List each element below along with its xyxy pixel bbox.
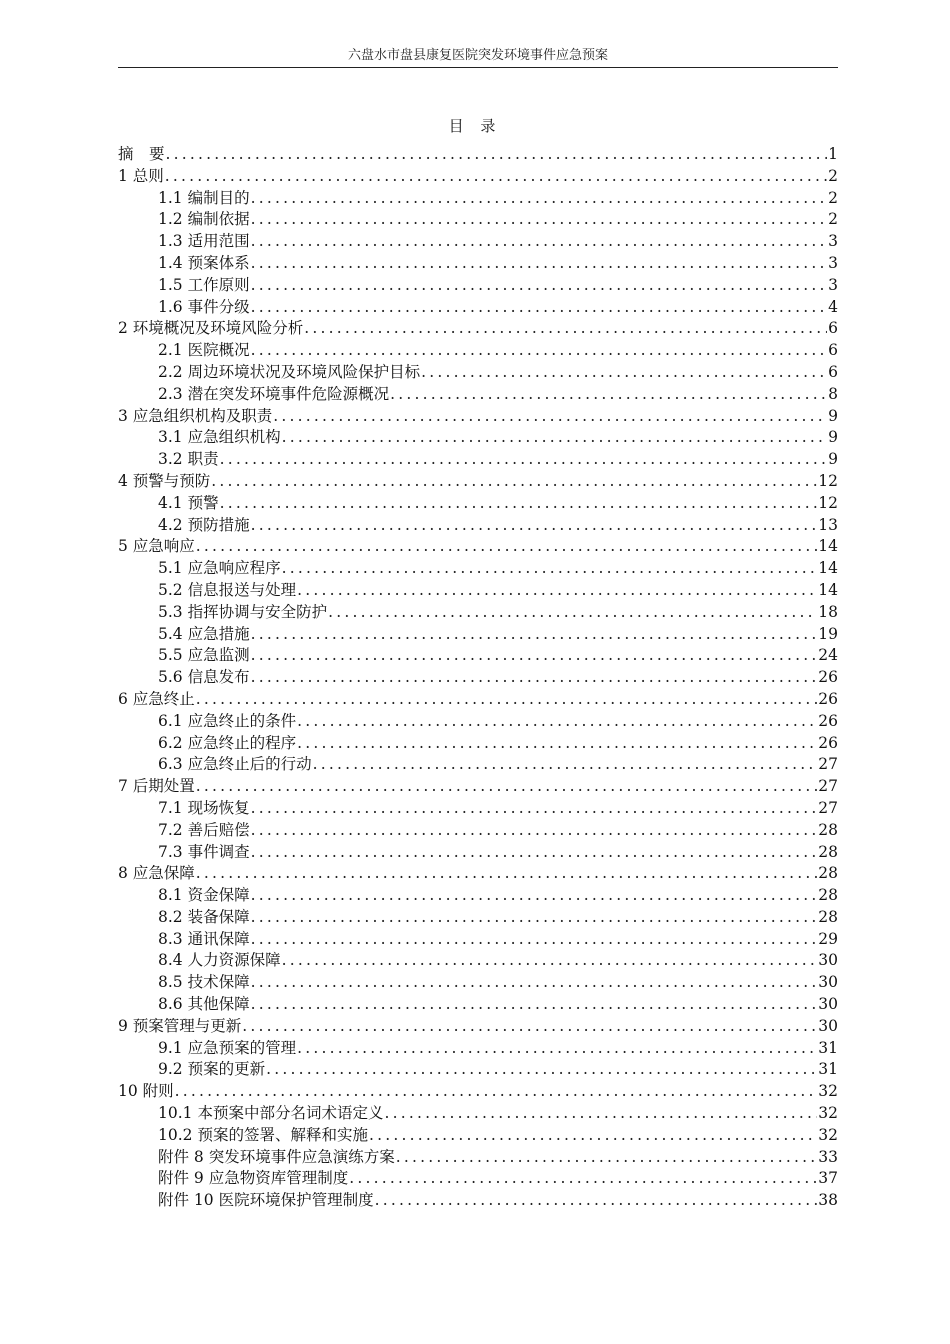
toc-entry-page: 3 (828, 232, 838, 251)
toc-leader-dots (242, 1016, 817, 1038)
toc-entry[interactable] (118, 493, 838, 515)
toc-entry[interactable] (118, 776, 838, 798)
toc-leader-dots (390, 384, 827, 406)
toc-entry-label: 10.1 本预案中部分名词术语定义 (158, 1104, 384, 1123)
toc-entry[interactable] (118, 1016, 838, 1038)
toc-entry-label: 1.2 编制依据 (158, 210, 250, 229)
toc-entry-page: 32 (818, 1125, 838, 1144)
toc-leader-dots (273, 406, 827, 428)
toc-leader-dots (251, 297, 828, 319)
toc-leader-dots (297, 580, 817, 602)
toc-entry-label: 5 应急响应 (118, 537, 195, 556)
toc-entry-label: 1.3 适用范围 (158, 232, 250, 251)
toc-entry-page: 27 (818, 755, 838, 774)
toc-entry[interactable] (118, 1103, 838, 1125)
toc-entry-page: 29 (818, 929, 838, 948)
toc-entry-label: 8.5 技术保障 (158, 973, 250, 992)
toc-entry-page: 14 (818, 580, 838, 599)
toc-entry-page: 33 (818, 1147, 838, 1166)
toc-entry[interactable] (118, 711, 838, 733)
toc-leader-dots (282, 427, 828, 449)
toc-entry-label: 2.2 周边环境状况及环境风险保护目标 (158, 362, 421, 381)
toc-entry-label: 3.2 职责 (158, 450, 219, 469)
toc-leader-dots (175, 1081, 818, 1103)
toc-entry-page: 2 (828, 166, 838, 185)
toc-leader-dots (166, 144, 828, 166)
toc-entry-page: 32 (818, 1082, 838, 1101)
toc-entry-label: 5.1 应急响应程序 (158, 559, 281, 578)
toc-leader-dots (251, 994, 818, 1016)
toc-entry[interactable] (118, 449, 838, 471)
toc-leader-dots (251, 253, 828, 275)
toc-leader-dots (220, 449, 828, 471)
toc-leader-dots (313, 754, 818, 776)
toc-entry[interactable] (118, 209, 838, 231)
toc-entry-page: 38 (818, 1191, 838, 1210)
toc-entry-page: 2 (828, 210, 838, 229)
toc-entry[interactable] (118, 689, 838, 711)
toc-leader-dots (421, 362, 827, 384)
toc-entry[interactable] (118, 624, 838, 646)
toc-entry-page: 30 (818, 1016, 838, 1035)
toc-entry-page: 12 (818, 493, 838, 512)
toc-entry-label: 1.6 事件分级 (158, 297, 250, 316)
toc-entry[interactable] (118, 188, 838, 210)
toc-leader-dots (304, 318, 827, 340)
toc-entry-page: 14 (818, 537, 838, 556)
toc-leader-dots (251, 907, 818, 929)
toc-entry[interactable] (118, 733, 838, 755)
toc-leader-dots (251, 842, 818, 864)
toc-entry-page: 1 (828, 145, 838, 163)
toc-entry[interactable] (118, 602, 838, 624)
toc-entry-page: 3 (828, 275, 838, 294)
toc-entry-label: 6.3 应急终止后的行动 (158, 755, 312, 774)
toc-entry[interactable] (118, 1125, 838, 1147)
toc-leader-dots (297, 1038, 817, 1060)
toc-entry-label: 2.1 医院概况 (158, 341, 250, 360)
page-header (118, 48, 838, 68)
toc-entry[interactable] (118, 754, 838, 776)
toc-leader-dots (251, 798, 818, 820)
toc-entry-label: 7 后期处置 (118, 777, 195, 796)
toc-entry-page: 12 (818, 471, 838, 490)
toc-leader-dots (251, 275, 828, 297)
toc-entry-label: 1.1 编制目的 (158, 188, 250, 207)
toc-entry-page: 32 (818, 1104, 838, 1123)
toc-entry[interactable] (118, 1081, 838, 1103)
toc-leader-dots (384, 1103, 817, 1125)
toc-leader-dots (251, 624, 818, 646)
toc-entry-page: 31 (818, 1038, 838, 1057)
toc-entry-page: 27 (818, 777, 838, 796)
toc-entry[interactable] (118, 275, 838, 297)
toc-entry-label: 3.1 应急组织机构 (158, 428, 281, 447)
toc-entry[interactable] (118, 558, 838, 580)
toc-entry-label: 9 预案管理与更新 (118, 1016, 242, 1035)
toc-entry-label: 7.1 现场恢复 (158, 798, 250, 817)
toc-entry-page: 28 (818, 886, 838, 905)
toc-entry-page: 28 (818, 820, 838, 839)
toc-entry-label: 4.1 预警 (158, 493, 219, 512)
toc-entry[interactable] (118, 994, 838, 1016)
toc-entry-page: 4 (828, 297, 838, 316)
toc-entry-label: 6 应急终止 (118, 689, 195, 708)
toc-entry-page: 18 (818, 602, 838, 621)
toc-entry-label: 2 环境概况及环境风险分析 (118, 319, 304, 338)
table-of-contents (118, 144, 838, 1212)
toc-entry-page: 6 (828, 319, 838, 338)
toc-leader-dots (328, 602, 817, 624)
toc-entry-label: 4 预警与预防 (118, 471, 211, 490)
toc-entry[interactable] (118, 340, 838, 362)
toc-entry[interactable] (118, 820, 838, 842)
toc-entry[interactable] (118, 645, 838, 667)
toc-leader-dots (251, 885, 818, 907)
toc-leader-dots (165, 166, 827, 188)
toc-entry-page: 28 (818, 842, 838, 861)
toc-entry[interactable] (118, 667, 838, 689)
toc-title: 目 录 (448, 117, 502, 135)
toc-entry-label: 3 应急组织机构及职责 (118, 406, 273, 425)
toc-entry-label: 5.5 应急监测 (158, 646, 250, 665)
toc-entry-page: 9 (828, 450, 838, 469)
toc-entry-label: 摘 要 (118, 145, 165, 163)
toc-entry[interactable] (118, 842, 838, 864)
toc-entry[interactable] (118, 362, 838, 384)
toc-entry[interactable] (118, 1168, 838, 1190)
toc-leader-dots (251, 667, 818, 689)
toc-entry-label: 8.2 装备保障 (158, 907, 250, 926)
toc-entry[interactable] (118, 580, 838, 602)
toc-entry-page: 37 (818, 1169, 838, 1188)
toc-leader-dots (251, 340, 828, 362)
toc-entry-page: 13 (818, 515, 838, 534)
toc-entry-page: 26 (818, 689, 838, 708)
toc-leader-dots (251, 515, 818, 537)
toc-entry[interactable] (118, 885, 838, 907)
toc-entry-label: 7.2 善后赔偿 (158, 820, 250, 839)
toc-entry-page: 19 (818, 624, 838, 643)
toc-entry-page: 6 (828, 362, 838, 381)
toc-entry[interactable] (118, 929, 838, 951)
toc-entry-label: 8.1 资金保障 (158, 886, 250, 905)
toc-leader-dots (251, 231, 828, 253)
toc-entry-label: 10 附则 (118, 1082, 174, 1101)
toc-entry-label: 6.2 应急终止的程序 (158, 733, 297, 752)
toc-entry-page: 24 (818, 646, 838, 665)
toc-entry-page: 2 (828, 188, 838, 207)
toc-entry[interactable] (118, 253, 838, 275)
toc-leader-dots (375, 1190, 818, 1212)
toc-entry-page: 28 (818, 907, 838, 926)
toc-entry-page: 28 (818, 864, 838, 883)
toc-entry-label: 1 总则 (118, 166, 164, 185)
toc-entry-page: 26 (818, 711, 838, 730)
toc-entry-page: 14 (818, 559, 838, 578)
toc-entry-label: 9.1 应急预案的管理 (158, 1038, 297, 1057)
toc-entry[interactable] (118, 1059, 838, 1081)
toc-entry-label: 4.2 预防措施 (158, 515, 250, 534)
toc-entry[interactable] (118, 536, 838, 558)
toc-entry-page: 9 (828, 406, 838, 425)
toc-entry[interactable] (118, 471, 838, 493)
toc-entry-label: 附件 10 医院环境保护管理制度 (158, 1191, 374, 1210)
toc-entry-page: 26 (818, 733, 838, 752)
toc-leader-dots (196, 863, 817, 885)
toc-entry-label: 5.2 信息报送与处理 (158, 580, 297, 599)
toc-entry-label: 10.2 预案的签署、解释和实施 (158, 1125, 368, 1144)
toc-entry[interactable] (118, 863, 838, 885)
toc-entry-label: 6.1 应急终止的条件 (158, 711, 297, 730)
toc-entry-page: 30 (818, 995, 838, 1014)
toc-entry-page: 27 (818, 798, 838, 817)
toc-entry-page: 6 (828, 341, 838, 360)
toc-leader-dots (251, 972, 818, 994)
toc-entry-page: 26 (818, 668, 838, 687)
toc-leader-dots (211, 471, 817, 493)
toc-leader-dots (396, 1147, 818, 1169)
toc-leader-dots (196, 689, 817, 711)
toc-entry[interactable] (118, 1147, 838, 1169)
toc-entry[interactable] (118, 231, 838, 253)
toc-entry-page: 9 (828, 428, 838, 447)
toc-entry-label: 7.3 事件调查 (158, 842, 250, 861)
toc-entry[interactable] (118, 384, 838, 406)
header-title: 六盘水市盘县康复医院突发环境事件应急预案 (347, 48, 608, 63)
toc-leader-dots (251, 929, 818, 951)
toc-leader-dots (297, 711, 817, 733)
toc-entry-page: 3 (828, 253, 838, 272)
toc-leader-dots (297, 733, 817, 755)
toc-entry[interactable] (118, 166, 838, 188)
toc-entry-label: 8.6 其他保障 (158, 995, 250, 1014)
toc-leader-dots (220, 493, 818, 515)
toc-leader-dots (266, 1059, 817, 1081)
toc-leader-dots (369, 1125, 817, 1147)
toc-entry-label: 8.4 人力资源保障 (158, 951, 281, 970)
toc-entry[interactable] (118, 798, 838, 820)
toc-leader-dots (251, 188, 828, 210)
toc-entry[interactable] (118, 144, 838, 166)
toc-entry-label: 附件 8 突发环境事件应急演练方案 (158, 1147, 395, 1166)
toc-leader-dots (282, 558, 818, 580)
toc-entry[interactable] (118, 907, 838, 929)
toc-entry-page: 30 (818, 973, 838, 992)
toc-leader-dots (282, 950, 818, 972)
toc-entry-label: 8.3 通讯保障 (158, 929, 250, 948)
toc-leader-dots (251, 209, 828, 231)
toc-entry[interactable] (118, 297, 838, 319)
toc-entry-page: 31 (818, 1060, 838, 1079)
toc-entry-label: 8 应急保障 (118, 864, 195, 883)
toc-leader-dots (196, 536, 817, 558)
toc-entry-label: 9.2 预案的更新 (158, 1060, 266, 1079)
toc-entry[interactable] (118, 427, 838, 449)
toc-entry-label: 附件 9 应急物资库管理制度 (158, 1169, 349, 1188)
toc-entry-label: 2.3 潜在突发环境事件危险源概况 (158, 384, 390, 403)
toc-leader-dots (349, 1168, 817, 1190)
toc-entry[interactable] (118, 1038, 838, 1060)
toc-entry[interactable] (118, 318, 838, 340)
toc-entry-label: 1.4 预案体系 (158, 253, 250, 272)
toc-entry[interactable] (118, 515, 838, 537)
toc-entry[interactable] (118, 972, 838, 994)
toc-entry-label: 5.6 信息发布 (158, 668, 250, 687)
toc-leader-dots (251, 645, 818, 667)
toc-leader-dots (251, 820, 818, 842)
toc-leader-dots (196, 776, 817, 798)
toc-entry[interactable] (118, 406, 838, 428)
toc-entry-page: 30 (818, 951, 838, 970)
toc-entry-label: 5.4 应急措施 (158, 624, 250, 643)
toc-entry-page: 8 (828, 384, 838, 403)
toc-entry-label: 5.3 指挥协调与安全防护 (158, 602, 328, 621)
toc-entry[interactable] (118, 1190, 838, 1212)
toc-entry-label: 1.5 工作原则 (158, 275, 250, 294)
toc-entry[interactable] (118, 950, 838, 972)
